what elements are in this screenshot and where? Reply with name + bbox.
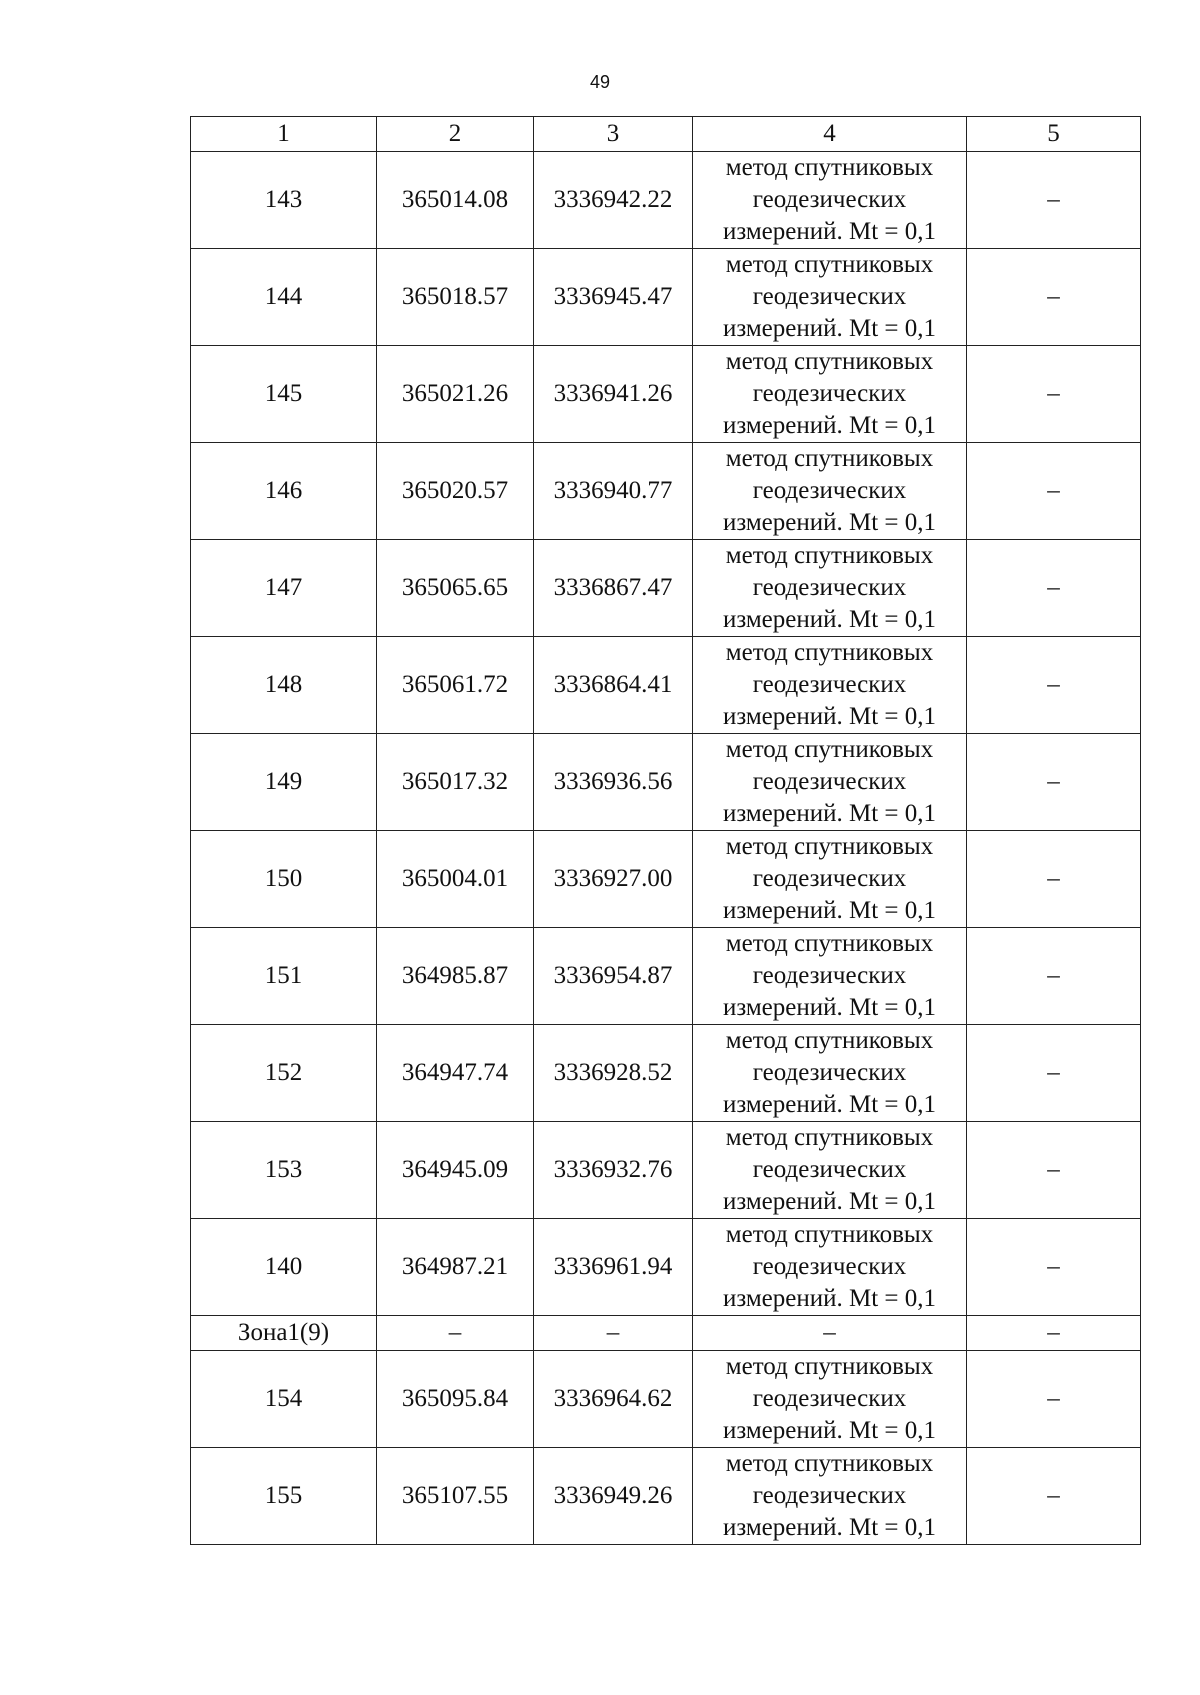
y-coordinate-cell: 3336932.76 — [534, 1122, 693, 1219]
method-line: измерений. Mt = 0,1 — [722, 218, 937, 245]
method-line: метод спутниковых — [725, 1124, 934, 1151]
method-line: метод спутниковых — [725, 348, 934, 375]
x-coordinate-cell: 365014.08 — [377, 152, 534, 249]
table-row — [191, 249, 1141, 346]
x-coordinate-cell: – — [377, 1316, 534, 1351]
point-id-cell: 148 — [191, 637, 377, 734]
x-coordinate-cell: 364947.74 — [377, 1025, 534, 1122]
method-line: измерений. Mt = 0,1 — [722, 1514, 937, 1541]
point-id-cell: 144 — [191, 249, 377, 346]
x-coordinate-cell: 365004.01 — [377, 831, 534, 928]
method-cell — [693, 346, 967, 443]
y-coordinate-cell: 3336936.56 — [534, 734, 693, 831]
note-cell: – — [967, 1122, 1141, 1219]
table-row — [191, 443, 1141, 540]
table-row — [191, 152, 1141, 249]
x-coordinate-cell: 364945.09 — [377, 1122, 534, 1219]
method-line: измерений. Mt = 0,1 — [722, 606, 937, 633]
x-coordinate-cell: 365107.55 — [377, 1448, 534, 1545]
method-line: геодезических — [752, 1253, 907, 1280]
method-line: метод спутниковых — [725, 1221, 934, 1248]
method-line: измерений. Mt = 0,1 — [722, 1091, 937, 1118]
column-header-5: 5 — [967, 117, 1141, 152]
point-id-cell: 150 — [191, 831, 377, 928]
point-id-cell: 145 — [191, 346, 377, 443]
method-cell — [693, 1025, 967, 1122]
table-row — [191, 1219, 1141, 1316]
note-cell: – — [967, 1351, 1141, 1448]
method-line: метод спутниковых — [725, 251, 934, 278]
method-line: метод спутниковых — [725, 445, 934, 472]
column-header-3: 3 — [534, 117, 693, 152]
y-coordinate-cell: 3336941.26 — [534, 346, 693, 443]
table-row — [191, 637, 1141, 734]
method-line: измерений. Mt = 0,1 — [722, 703, 937, 730]
method-line: метод спутниковых — [725, 736, 934, 763]
method-line: геодезических — [752, 380, 907, 407]
method-line: геодезических — [752, 1059, 907, 1086]
method-line: измерений. Mt = 0,1 — [722, 1188, 937, 1215]
method-cell — [693, 1219, 967, 1316]
method-line: геодезических — [752, 574, 907, 601]
table-row — [191, 346, 1141, 443]
method-line: геодезических — [752, 186, 907, 213]
x-coordinate-cell: 365095.84 — [377, 1351, 534, 1448]
point-id-cell: 154 — [191, 1351, 377, 1448]
y-coordinate-cell: 3336867.47 — [534, 540, 693, 637]
x-coordinate-cell: 365021.26 — [377, 346, 534, 443]
x-coordinate-cell: 365020.57 — [377, 443, 534, 540]
method-cell — [693, 928, 967, 1025]
y-coordinate-cell: 3336961.94 — [534, 1219, 693, 1316]
table-row — [191, 1122, 1141, 1219]
note-cell: – — [967, 540, 1141, 637]
note-cell: – — [967, 1316, 1141, 1351]
note-cell: – — [967, 831, 1141, 928]
method-line: метод спутниковых — [725, 1450, 934, 1477]
method-line: геодезических — [752, 865, 907, 892]
note-cell: – — [967, 637, 1141, 734]
y-coordinate-cell: 3336940.77 — [534, 443, 693, 540]
method-cell — [693, 1448, 967, 1545]
point-id-cell: 155 — [191, 1448, 377, 1545]
method-cell — [693, 540, 967, 637]
method-line: геодезических — [752, 283, 907, 310]
page-number: 49 — [589, 72, 611, 92]
method-line: геодезических — [752, 962, 907, 989]
method-line: измерений. Mt = 0,1 — [722, 315, 937, 342]
method-line: измерений. Mt = 0,1 — [722, 509, 937, 536]
x-coordinate-cell: 364987.21 — [377, 1219, 534, 1316]
note-cell: – — [967, 346, 1141, 443]
method-line: измерений. Mt = 0,1 — [722, 800, 937, 827]
point-id-cell: 140 — [191, 1219, 377, 1316]
x-coordinate-cell: 365017.32 — [377, 734, 534, 831]
x-coordinate-cell: 364985.87 — [377, 928, 534, 1025]
table-row — [191, 1025, 1141, 1122]
method-cell — [693, 443, 967, 540]
method-line: геодезических — [752, 477, 907, 504]
point-id-cell: 152 — [191, 1025, 377, 1122]
note-cell: – — [967, 249, 1141, 346]
x-coordinate-cell: 365018.57 — [377, 249, 534, 346]
method-line: метод спутниковых — [725, 833, 934, 860]
method-cell — [693, 1122, 967, 1219]
x-coordinate-cell: 365061.72 — [377, 637, 534, 734]
point-id-cell: 151 — [191, 928, 377, 1025]
method-cell — [693, 831, 967, 928]
method-cell: – — [693, 1316, 967, 1351]
method-line: геодезических — [752, 1156, 907, 1183]
column-header-4: 4 — [693, 117, 967, 152]
method-cell — [693, 249, 967, 346]
table-row — [191, 831, 1141, 928]
note-cell: – — [967, 734, 1141, 831]
method-cell — [693, 152, 967, 249]
y-coordinate-cell: – — [534, 1316, 693, 1351]
y-coordinate-cell: 3336964.62 — [534, 1351, 693, 1448]
zone-row — [191, 1316, 1141, 1351]
method-line: измерений. Mt = 0,1 — [722, 412, 937, 439]
note-cell: – — [967, 1025, 1141, 1122]
table-row — [191, 734, 1141, 831]
note-cell: – — [967, 1448, 1141, 1545]
method-line: метод спутниковых — [725, 639, 934, 666]
table-row — [191, 928, 1141, 1025]
point-id-cell: 143 — [191, 152, 377, 249]
y-coordinate-cell: 3336928.52 — [534, 1025, 693, 1122]
method-line: геодезических — [752, 1482, 907, 1509]
method-line: метод спутниковых — [725, 930, 934, 957]
note-cell: – — [967, 928, 1141, 1025]
column-header-2: 2 — [377, 117, 534, 152]
method-line: геодезических — [752, 768, 907, 795]
table-row — [191, 540, 1141, 637]
method-line: измерений. Mt = 0,1 — [722, 994, 937, 1021]
method-cell — [693, 637, 967, 734]
y-coordinate-cell: 3336949.26 — [534, 1448, 693, 1545]
note-cell: – — [967, 152, 1141, 249]
table-row — [191, 1351, 1141, 1448]
point-id-cell: Зона1(9) — [191, 1316, 377, 1351]
method-cell — [693, 1351, 967, 1448]
x-coordinate-cell: 365065.65 — [377, 540, 534, 637]
y-coordinate-cell: 3336942.22 — [534, 152, 693, 249]
method-line: геодезических — [752, 1385, 907, 1412]
coordinates-table — [190, 116, 1141, 1545]
table-header-row — [191, 117, 1141, 152]
y-coordinate-cell: 3336954.87 — [534, 928, 693, 1025]
point-id-cell: 146 — [191, 443, 377, 540]
point-id-cell: 149 — [191, 734, 377, 831]
method-line: метод спутниковых — [725, 154, 934, 181]
method-line: метод спутниковых — [725, 542, 934, 569]
table-body — [191, 117, 1141, 1545]
point-id-cell: 153 — [191, 1122, 377, 1219]
method-line: измерений. Mt = 0,1 — [722, 897, 937, 924]
method-cell — [693, 734, 967, 831]
note-cell: – — [967, 443, 1141, 540]
y-coordinate-cell: 3336927.00 — [534, 831, 693, 928]
note-cell: – — [967, 1219, 1141, 1316]
method-line: измерений. Mt = 0,1 — [722, 1285, 937, 1312]
method-line: измерений. Mt = 0,1 — [722, 1417, 937, 1444]
y-coordinate-cell: 3336864.41 — [534, 637, 693, 734]
column-header-1: 1 — [191, 117, 377, 152]
point-id-cell: 147 — [191, 540, 377, 637]
method-line: геодезических — [752, 671, 907, 698]
y-coordinate-cell: 3336945.47 — [534, 249, 693, 346]
table-row — [191, 1448, 1141, 1545]
method-line: метод спутниковых — [725, 1027, 934, 1054]
method-line: метод спутниковых — [725, 1353, 934, 1380]
